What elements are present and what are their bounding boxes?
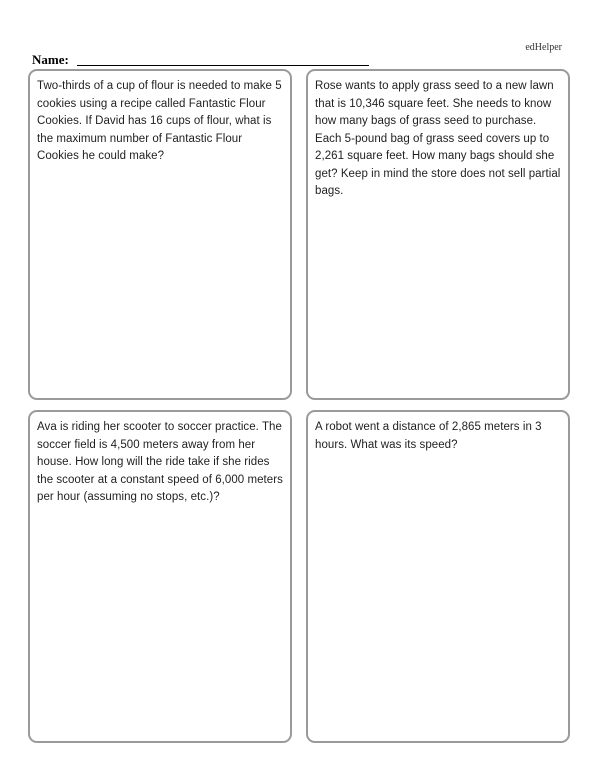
problem-card-4[interactable] [306,410,570,743]
name-label: Name: [32,52,69,67]
name-write-line[interactable] [77,65,369,66]
problem-card-2[interactable] [306,69,570,400]
problem-text-2: Rose wants to apply grass seed to a new lawn that is 10,346 square feet. She needs to know how many bags of grass seed to purchase. Each 5-pound bag of grass seed covers up to 2,261 square feet. How many bags should she get? Keep in mind the store does not sell partial bags. [315,80,561,197]
problem-card-1[interactable] [28,69,292,400]
problem-text-3: Ava is riding her scooter to soccer practice. The soccer field is 4,500 meters away from her house. How long will the ride take if she rides the scooter at a constant speed of 6,000 meters per hour (assuming no stops, etc.)? [37,421,283,503]
problem-text-4: A robot went a distance of 2,865 meters in 3 hours. What was its speed? [315,421,542,451]
brand-label: edHelper [525,42,562,53]
problem-text-1: Two-thirds of a cup of flour is needed to make 5 cookies using a recipe called Fantastic Flour Cookies. If David has 16 cups of flour, what is the maximum number of Fantastic Flour Cookies he could make? [37,80,282,162]
name-row [32,52,369,68]
problem-card-3[interactable] [28,410,292,743]
